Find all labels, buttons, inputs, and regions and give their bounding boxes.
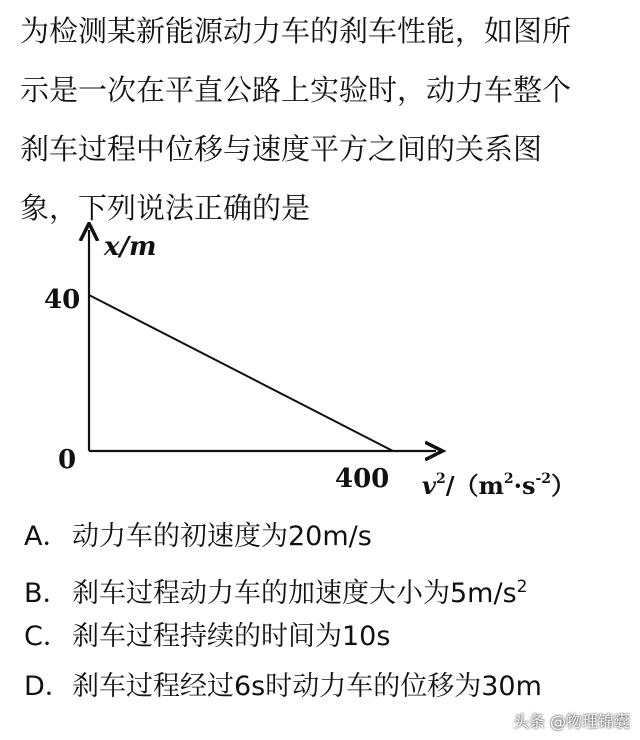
- option-letter: C．: [24, 621, 70, 652]
- origin-label: 0: [58, 445, 77, 475]
- answer-options: [24, 512, 624, 712]
- option-superscript: 2: [516, 577, 528, 597]
- option-c[interactable]: [24, 612, 624, 662]
- question-line: 示是一次在平直公路上实验时，动力车整个: [20, 73, 572, 107]
- option-b[interactable]: [24, 562, 624, 612]
- question-line: 为检测某新能源动力车的刹车性能，如图所: [20, 14, 572, 48]
- question-text: [20, 2, 620, 238]
- question-line: 刹车过程中位移与速度平方之间的关系图: [20, 132, 543, 166]
- option-d[interactable]: [24, 662, 624, 712]
- option-a[interactable]: [24, 512, 624, 562]
- x-axis-label: $v^2/(m^2\cdot s^{-2})$: [422, 471, 576, 500]
- question-line: 象，下列说法正确的是: [20, 191, 311, 225]
- option-text: 刹车过程经过6s时动力车的位移为30m: [72, 671, 542, 702]
- option-letter: B．: [24, 578, 70, 609]
- x-tick-label: 400: [335, 464, 390, 494]
- y-axis-label: x/m: [104, 232, 157, 262]
- option-letter: D．: [24, 671, 72, 702]
- option-text: 动力车的初速度为20m/s: [72, 521, 372, 552]
- option-text: 刹车过程动力车的加速度大小为5m/s: [72, 578, 517, 609]
- watermark: 头条 @物理锦囊: [512, 712, 630, 731]
- y-tick-label: 40: [44, 285, 81, 315]
- option-text: 刹车过程持续的时间为10s: [72, 621, 391, 652]
- data-line: [89, 295, 393, 451]
- option-letter: A．: [24, 521, 70, 552]
- displacement-velocity-graph: [30, 222, 620, 512]
